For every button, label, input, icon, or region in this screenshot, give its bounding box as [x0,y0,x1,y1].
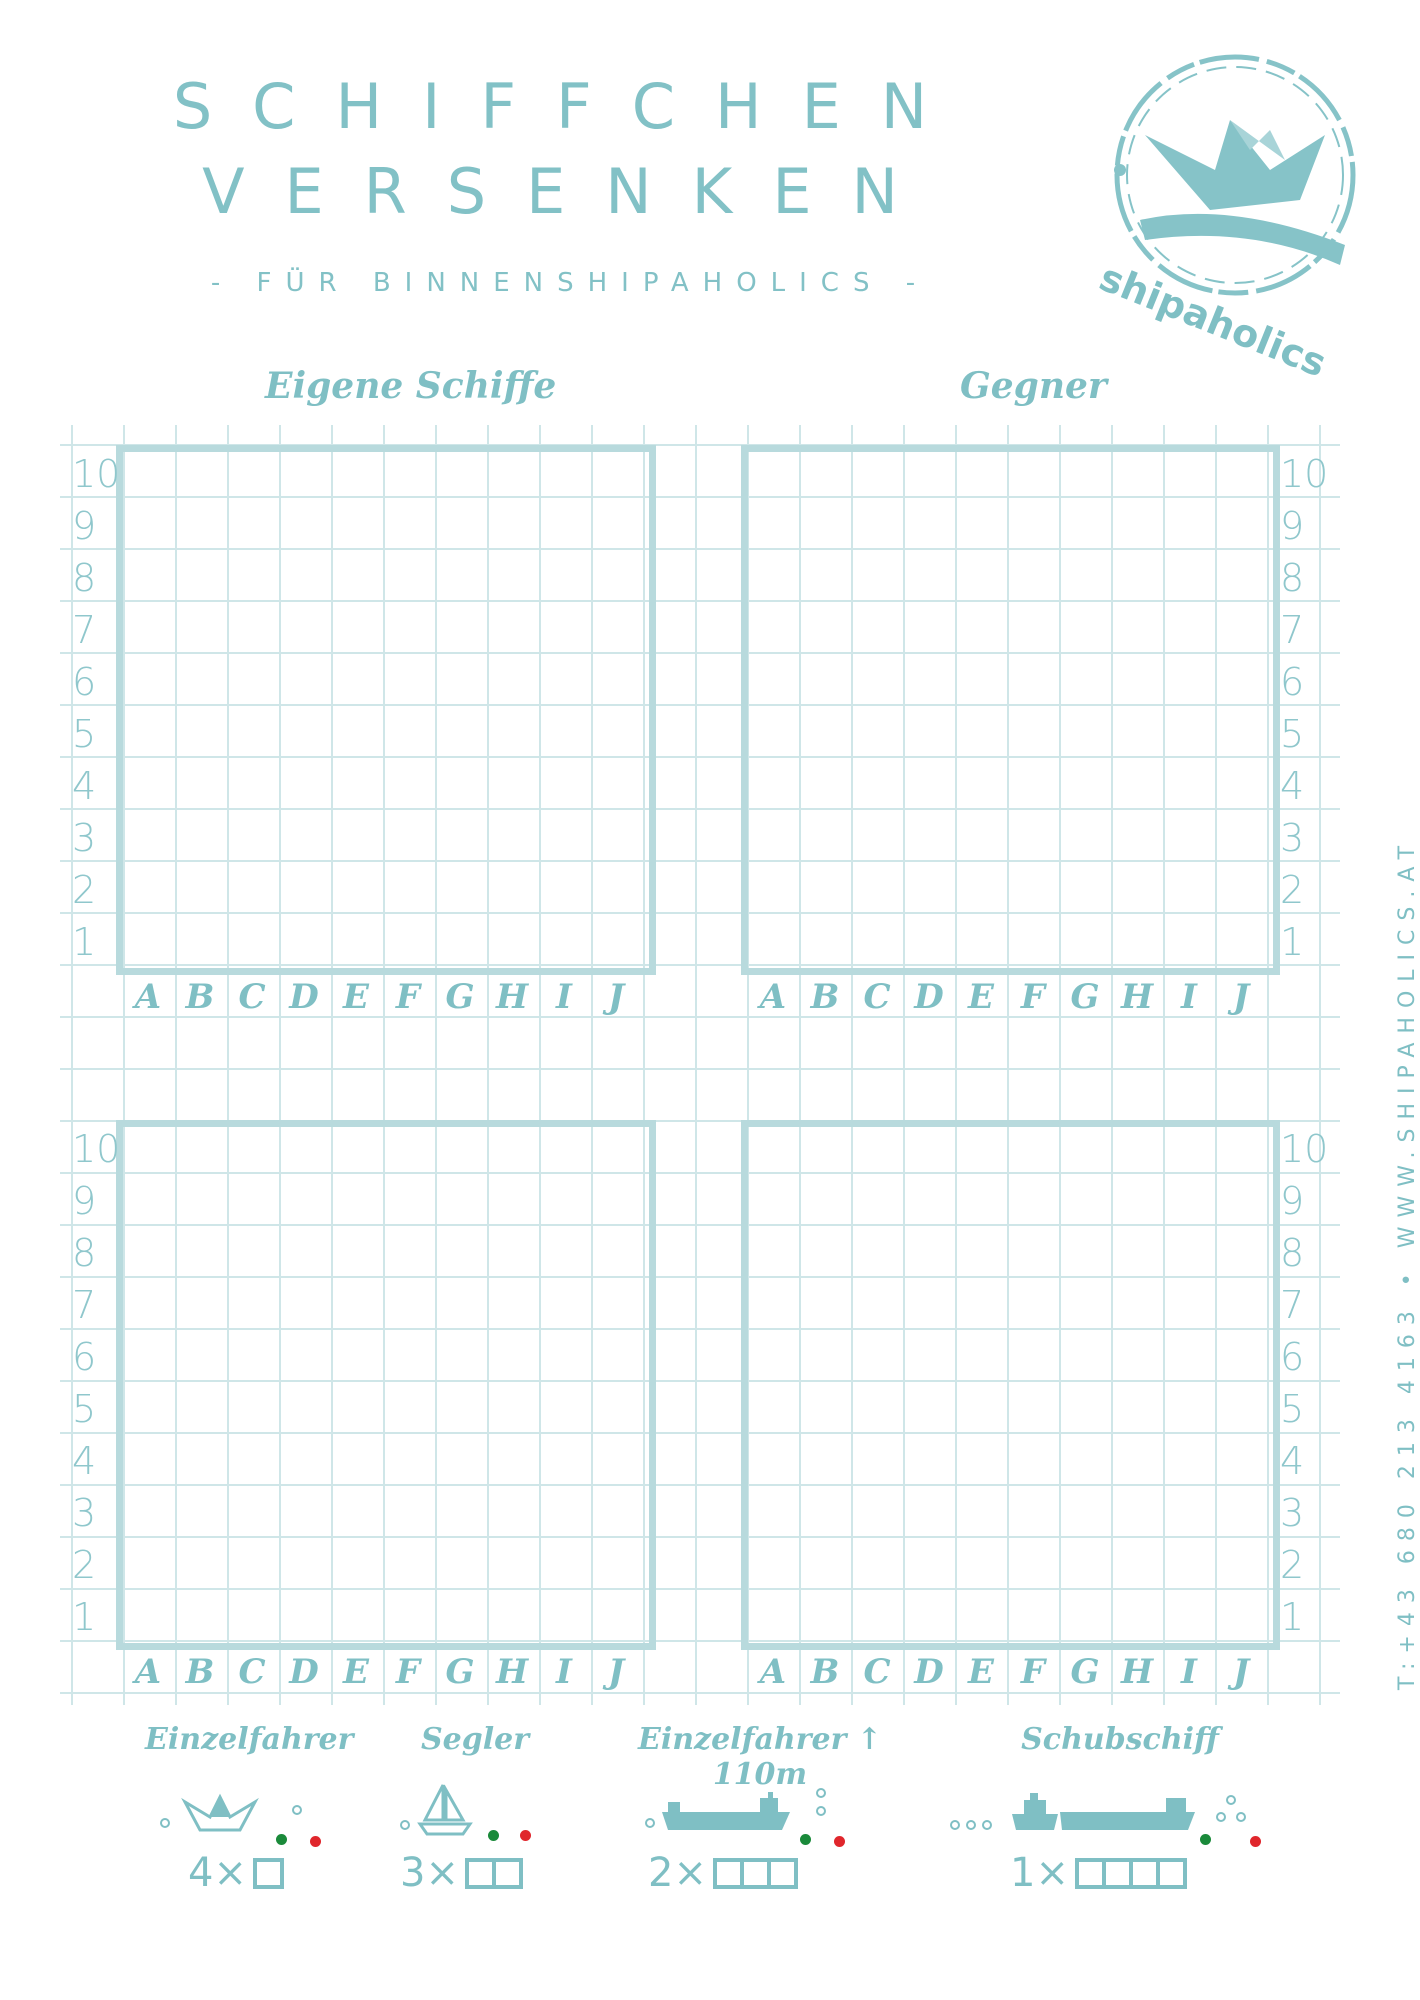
column-letter: D [914,1652,944,1692]
row-number: 6 [1280,1335,1305,1379]
row-number: 9 [72,504,97,548]
row-number: 10 [72,452,121,496]
row-number: 3 [1280,1491,1305,1535]
red-light-icon [834,1836,845,1847]
legend-label-single: Einzelfahrer [145,1722,354,1757]
column-letter: H [1120,1652,1154,1692]
row-number: 10 [1280,1127,1329,1171]
legend-count-sailboat [400,1850,523,1896]
column-letter: B [185,977,215,1017]
legend-count-pushboat [1010,1850,1187,1896]
cargo-ship-icon [660,1790,795,1835]
legend-label-sailboat: Segler [420,1722,530,1757]
green-light-icon [276,1834,287,1845]
light-ring-icon [292,1805,302,1815]
column-letter: D [289,977,319,1017]
column-letter: C [863,1652,891,1692]
column-letter: E [968,977,994,1017]
row-number: 9 [1280,504,1305,548]
own-ships-label: Eigene Schiffe [265,365,557,407]
board-own-top[interactable] [116,445,656,975]
green-light-icon [488,1830,499,1841]
row-number: 2 [1280,868,1305,912]
row-number: 3 [1280,816,1305,860]
column-letter: D [289,1652,319,1692]
red-light-icon [520,1830,531,1841]
column-letter: I [556,1652,572,1692]
column-letter: A [759,1652,787,1692]
column-letter: G [445,1652,475,1692]
light-ring-icon [400,1820,410,1830]
legend-label-pushboat: Schubschiff [1021,1722,1219,1757]
light-ring-icon [645,1818,655,1828]
column-letter: F [1020,977,1046,1017]
column-letter: C [238,977,266,1017]
column-letter: J [607,977,625,1017]
column-letter: C [238,1652,266,1692]
row-number: 10 [1280,452,1329,496]
light-ring-icon [816,1806,826,1816]
row-number: 10 [72,1127,121,1171]
column-letter: B [810,1652,840,1692]
column-letter: A [134,977,162,1017]
light-ring-icon [816,1788,826,1798]
count-text: 1× [1010,1850,1069,1896]
title-line-2: VERSENKEN [202,155,938,228]
row-number: 6 [1280,660,1305,704]
column-letter: G [445,977,475,1017]
row-number: 6 [72,1335,97,1379]
ship-size-boxes [253,1858,284,1889]
column-letter: B [185,1652,215,1692]
light-ring-icon [966,1820,976,1830]
column-letter: H [1120,977,1154,1017]
ship-size-boxes [713,1858,798,1889]
row-number: 4 [1280,1439,1305,1483]
board-own-bottom[interactable] [116,1120,656,1650]
row-number: 1 [1280,920,1305,964]
row-number: 4 [1280,764,1305,808]
row-number: 8 [1280,556,1305,600]
column-letter: F [395,1652,421,1692]
row-number: 8 [1280,1231,1305,1275]
green-light-icon [800,1834,811,1845]
column-letter: E [343,1652,369,1692]
green-light-icon [1200,1834,1211,1845]
title-line-1: SCHIFFCHEN [172,70,968,143]
red-light-icon [310,1836,321,1847]
row-number: 9 [72,1179,97,1223]
pushboat-icon [1010,1788,1200,1838]
column-letter: D [914,977,944,1017]
row-number: 8 [72,556,97,600]
row-number: 8 [72,1231,97,1275]
column-letter: G [1070,977,1100,1017]
row-number: 5 [1280,712,1305,756]
column-letter: A [134,1652,162,1692]
column-letter: B [810,977,840,1017]
legend-count-single [188,1850,284,1896]
row-number: 9 [1280,1179,1305,1223]
shipaholics-logo [1093,50,1370,386]
row-number: 2 [72,1543,97,1587]
column-letter: C [863,977,891,1017]
column-letter: H [495,977,529,1017]
column-letter: I [556,977,572,1017]
sailboat-icon [415,1780,475,1840]
logo-brand-text: shipaholics [1093,255,1333,386]
row-number: 1 [1280,1595,1305,1639]
row-number: 4 [72,1439,97,1483]
light-ring-icon [1216,1812,1226,1822]
ship-size-boxes [1075,1858,1187,1889]
column-letter: E [968,1652,994,1692]
legend-label-cargo: Einzelfahrer ↑ 110m [637,1722,883,1792]
column-letter: H [495,1652,529,1692]
paper-boat-icon [180,1792,260,1837]
row-number: 1 [72,920,97,964]
board-opponent-top[interactable] [741,445,1280,975]
column-letter: F [395,977,421,1017]
column-letter: F [1020,1652,1046,1692]
row-number: 2 [72,868,97,912]
contact-info: T:+43 680 213 4163 • WWW.SHIPAHOLICS.AT [1395,836,1420,1690]
column-letter: J [1232,977,1250,1017]
column-letter: A [759,977,787,1017]
row-number: 7 [72,1283,97,1327]
column-letter: J [607,1652,625,1692]
board-opponent-bottom[interactable] [741,1120,1280,1650]
subtitle: - FÜR BINNENSHIPAHOLICS - [210,268,930,298]
light-ring-icon [160,1818,170,1828]
row-number: 5 [1280,1387,1305,1431]
row-number: 5 [72,1387,97,1431]
row-number: 7 [1280,1283,1305,1327]
row-number: 4 [72,764,97,808]
row-number: 1 [72,1595,97,1639]
row-number: 7 [72,608,97,652]
light-ring-icon [1236,1812,1246,1822]
column-letter: I [1181,977,1197,1017]
column-letter: I [1181,1652,1197,1692]
opponent-label: Gegner [960,365,1107,407]
light-ring-icon [982,1820,992,1830]
light-ring-icon [1226,1795,1236,1805]
column-letter: G [1070,1652,1100,1692]
row-number: 2 [1280,1543,1305,1587]
count-text: 3× [400,1850,459,1896]
legend-count-cargo [648,1850,798,1896]
row-number: 6 [72,660,97,704]
column-letter: J [1232,1652,1250,1692]
light-ring-icon [950,1820,960,1830]
row-number: 5 [72,712,97,756]
red-light-icon [1250,1836,1261,1847]
row-number: 3 [72,816,97,860]
row-number: 7 [1280,608,1305,652]
count-text: 4× [188,1850,247,1896]
count-text: 2× [648,1850,707,1896]
ship-size-boxes [465,1858,523,1889]
column-letter: E [343,977,369,1017]
row-number: 3 [72,1491,97,1535]
